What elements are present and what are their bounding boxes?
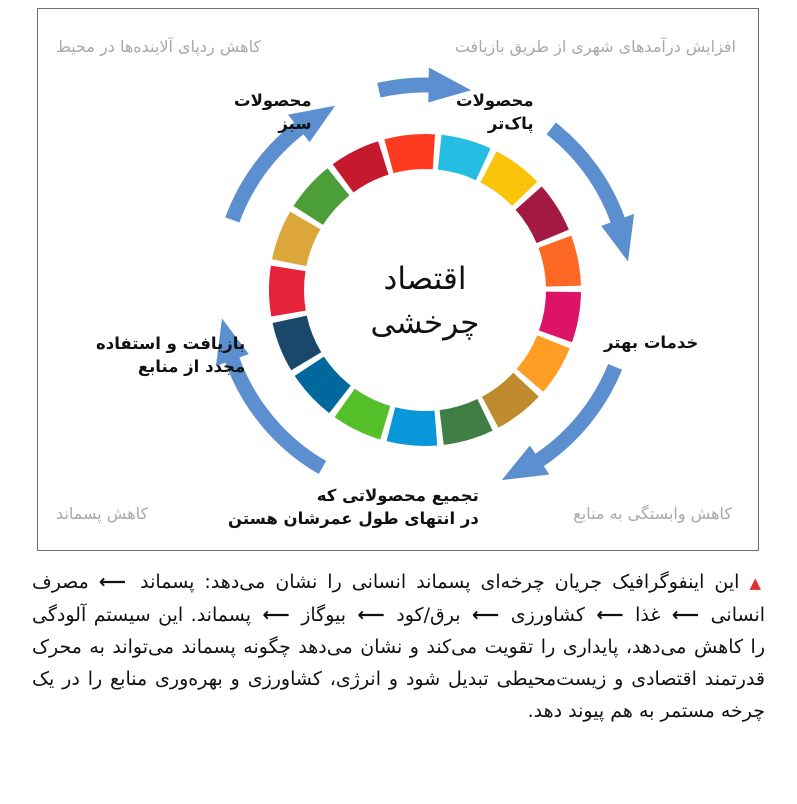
label-end-of-life-line2: در انتهای طول عمرشان هستن [228, 509, 479, 528]
label-recycle-line2: مجدد از منابع [137, 357, 246, 376]
ring-segment [384, 134, 435, 173]
center-title [350, 257, 500, 345]
ring-segment [295, 357, 351, 414]
caption-arrow-icon: ⟵ [98, 571, 127, 593]
label-green-products-line2: سبز [278, 114, 312, 133]
caption [32, 566, 765, 727]
caption-arrow-icon: ⟵ [671, 604, 700, 626]
label-recycle [96, 332, 245, 378]
caption-chain-item-5: بیوگاز [301, 604, 347, 626]
corner-text-bottom-right: کاهش وابستگی به منابع [573, 504, 732, 523]
infographic-frame [37, 8, 759, 551]
label-end-of-life [228, 484, 479, 530]
caption-intro: این اینفوگرافیک جریان چرخه‌ای پسماند انسانی را نشان می‌دهد: پسماند [140, 571, 740, 593]
caption-arrow-icon: ⟵ [262, 604, 290, 626]
caption-chain-item-3: کشاورزی [510, 604, 585, 626]
ring-segment [539, 292, 581, 343]
corner-text-top-left: کاهش ردپای آلاینده‌ها در محیط [56, 37, 262, 56]
caption-chain-item-1: مصرف انسانی [32, 571, 766, 626]
ring-segment [440, 399, 493, 445]
ring-segment [273, 316, 322, 371]
label-green-products [234, 89, 312, 135]
ring-segment [272, 212, 320, 266]
label-clean-products-line2: پاک‌تر [487, 114, 534, 133]
label-recycle-line1: بازیافت و استفاده [96, 334, 246, 353]
ring-segment [438, 135, 491, 180]
caption-triangle-icon: ▲ [749, 574, 765, 592]
ring-segment [517, 335, 570, 392]
ring-segment [269, 266, 306, 317]
ring-segment [482, 373, 539, 428]
corner-text-top-right: افزایش درآمدهای شهری از طریق بازیافت [454, 37, 736, 56]
caption-chain-item-2: غذا [635, 604, 661, 626]
ring-segment [516, 186, 569, 243]
center-title-line1: اقتصاد [383, 261, 467, 297]
label-end-of-life-line1: تجمیع محصولاتی که [316, 486, 479, 505]
label-clean-products [456, 89, 534, 135]
label-better-services: خدمات بهتر [604, 333, 699, 352]
caption-rest: پسماند. این سیستم آلودگی را کاهش می‌دهد، پایداری را تقویت می‌کند و نشان می‌دهد چگونه پسماند می‌تواند به محرک قدرتمند اقتصادی و زیست‌محیطی تبدیل شود و انرژی، کشاورزی و بهره‌وری منابع را در یک چرخه مستمر به هم پیوند دهد. [32, 604, 765, 722]
caption-arrow-icon: ⟵ [596, 604, 624, 626]
caption-chain-item-4: برق/کود [396, 604, 461, 626]
ring-segment [538, 236, 581, 287]
ring-segment [333, 141, 389, 192]
ring-segment [335, 389, 391, 440]
caption-arrow-icon: ⟵ [472, 604, 500, 626]
center-title-line2: چرخشی [370, 305, 480, 341]
corner-text-bottom-left: کاهش پسماند [56, 504, 149, 523]
caption-arrow-icon: ⟵ [357, 604, 385, 626]
label-clean-products-line1: محصولات [456, 91, 534, 110]
ring-segment [387, 407, 438, 446]
ring-segment [294, 168, 350, 225]
label-green-products-line1: محصولات [234, 91, 312, 110]
ring-segment [480, 151, 537, 206]
